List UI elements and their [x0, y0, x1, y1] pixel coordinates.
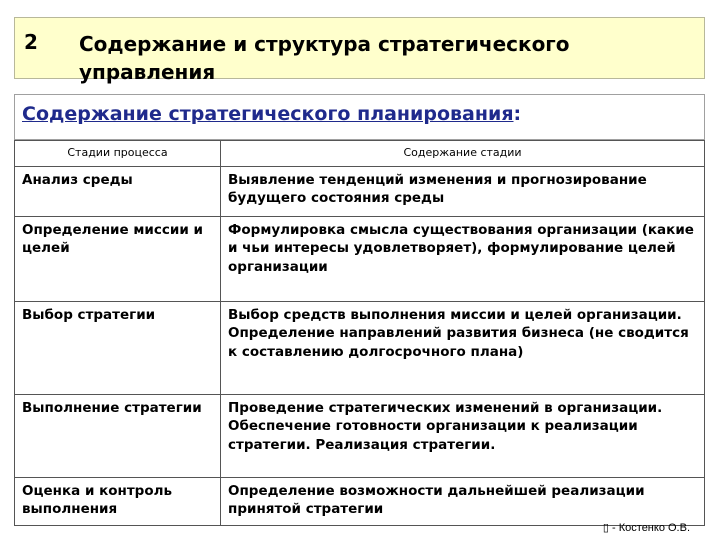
- table-header-row: [15, 141, 705, 167]
- table-row: [15, 394, 705, 477]
- table-row: [15, 477, 705, 525]
- slide-number: 2: [24, 30, 38, 54]
- content-cell: Определение возможности дальнейшей реализации принятой стратегии: [221, 477, 705, 525]
- stage-cell: Оценка и контроль выполнения: [15, 477, 221, 525]
- content-cell: Выбор средств выполнения миссии и целей организации. Определение направлений развития бизнеса (не сводится к составлению долгосрочного плана): [221, 301, 705, 394]
- author-credit: ▯ - Костенко О.В.: [602, 522, 690, 534]
- title-box: [14, 17, 705, 84]
- table-row: [15, 166, 705, 216]
- stage-cell: Выполнение стратегии: [15, 394, 221, 477]
- table-row: [15, 216, 705, 301]
- content-cell: Формулировка смысла существования организации (какие и чьи интересы удовлетворяет), формулирование целей организации: [221, 216, 705, 301]
- stage-cell: Анализ среды: [15, 166, 221, 216]
- column-header-content: Содержание стадии: [221, 141, 705, 167]
- content-cell: Проведение стратегических изменений в организации. Обеспечение готовности организации к реализации стратегии. Реализация стратегии.: [221, 394, 705, 477]
- subtitle-box: [14, 94, 705, 140]
- page-title: Содержание и структура стратегического управления: [79, 32, 570, 84]
- stage-cell: Определение миссии и целей: [15, 216, 221, 301]
- stages-table: [14, 140, 705, 526]
- section-heading: [22, 103, 521, 125]
- column-header-stage: Стадии процесса: [15, 141, 221, 167]
- content-cell: Выявление тенденций изменения и прогнозирование будущего состояния среды: [221, 166, 705, 216]
- section-heading-colon: :: [513, 103, 522, 125]
- stage-cell: Выбор стратегии: [15, 301, 221, 394]
- table-row: [15, 301, 705, 394]
- section-heading-text: Содержание стратегического планирования: [22, 103, 514, 125]
